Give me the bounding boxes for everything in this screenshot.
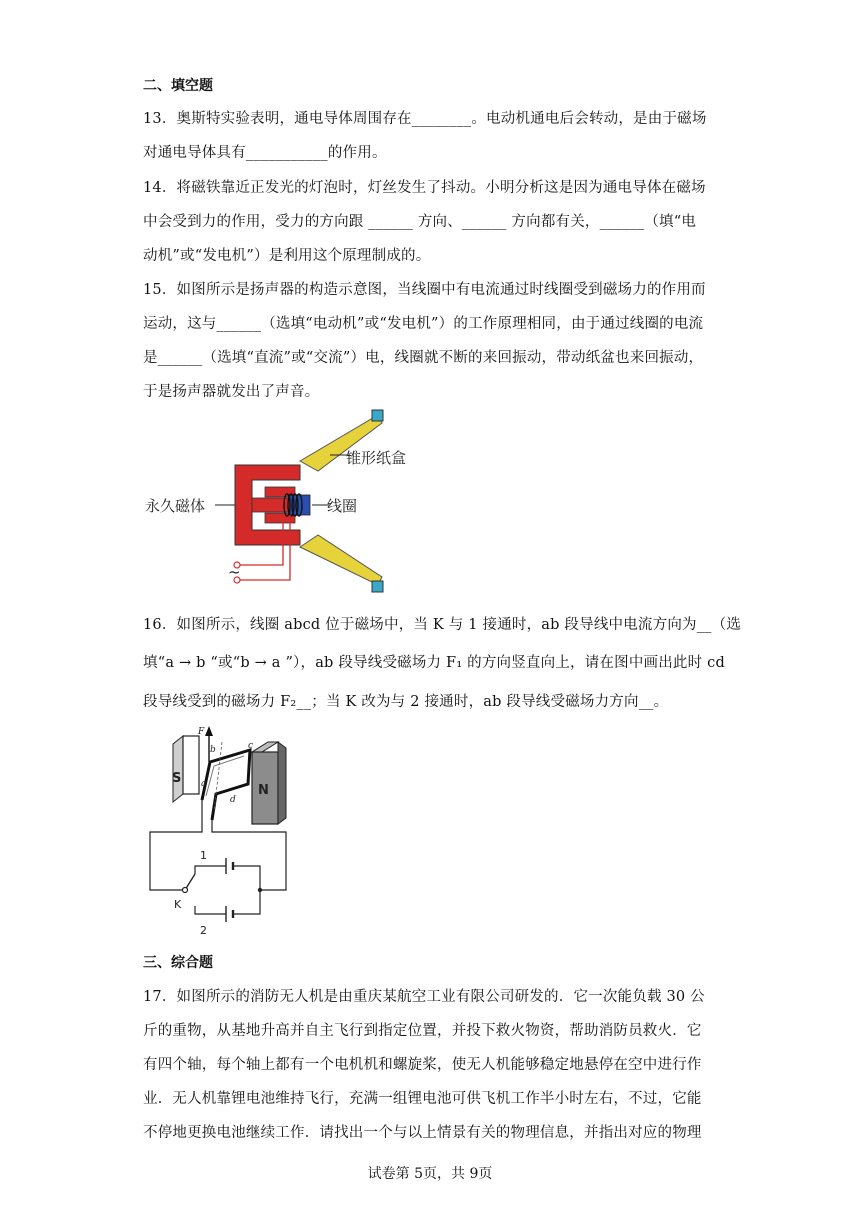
q17-line-3: 有四个轴，每个轴上都有一个电机机和螺旋桨，使无人机能够稳定地悬停在空中进行作 — [143, 1057, 702, 1073]
cone-edge-top — [372, 410, 383, 421]
q17-line-2: 斤的重物，从基地升高并自主飞行到指定位置，并投下救火物资，帮助消防员救火．它 — [143, 1023, 702, 1039]
label-b: b — [210, 745, 216, 755]
branch-1-wire-right — [233, 866, 260, 890]
label-d: d — [230, 795, 236, 805]
loudspeaker-figure — [140, 405, 430, 605]
ac-symbol: ~ — [228, 563, 241, 581]
q15-line-3: 是______（选填“直流”或“交流”）电，线圈就不断的来回振动，带动纸盆也来回振动， — [143, 350, 704, 366]
label-magnet: 永久磁体 — [145, 497, 206, 515]
label-2: 2 — [200, 924, 207, 937]
q14-line-3: 动机”或“发电机”）是利用这个原理制成的。 — [143, 248, 431, 264]
label-f: F — [198, 727, 205, 737]
s-magnet — [183, 736, 199, 794]
label-1: 1 — [200, 849, 207, 862]
label-cone: 锥形纸盒 — [346, 449, 407, 467]
junction-right — [258, 888, 262, 892]
q16-line-3: 段导线受到的磁场力 F₂__；当 K 改为与 2 接通时，ab 段导线受磁场力方向__。 — [143, 694, 669, 710]
branch-2-wire-right — [233, 890, 260, 914]
page-footer: 试卷第 5页，共 9页 — [367, 1166, 493, 1182]
section-heading-fill-in: 二、填空题 — [143, 78, 213, 94]
label-s: S — [172, 771, 182, 786]
coil-circuit-figure — [140, 722, 300, 937]
cone-edge-bottom — [372, 581, 383, 592]
circuit-wire-right — [212, 820, 286, 890]
q14-line-1: 14．将磁铁靠近正发光的灯泡时，灯丝发生了抖动。小明分析这是因为通电导体在磁场 — [143, 180, 706, 196]
q16-line-1: 16．如图所示，线圈 abcd 位于磁场中，当 K 与 1 接通时，ab 段导线中电流方向为__（选 — [143, 617, 742, 633]
force-arrow-head — [205, 726, 213, 736]
q15-line-4: 于是扬声器就发出了声音。 — [143, 384, 320, 400]
q14-line-2: 中会受到力的作用，受力的方向跟 ______ 方向、______ 方向都有关，______（填“电 — [143, 214, 697, 230]
branch-1-wire — [195, 866, 226, 874]
switch-k-pivot — [183, 888, 188, 893]
branch-2-wire — [195, 906, 226, 914]
q13-line-2: 对通电导体具有___________的作用。 — [143, 145, 387, 161]
section-heading-comprehensive: 三、综合题 — [143, 955, 213, 971]
q16-line-2: 填“a → b “或“b → a ”），ab 段导线受磁场力 F₁ 的方向竖直向上，请在图中画出此时 cd — [143, 655, 725, 671]
q17-line-1: 17．如图所示的消防无人机是由重庆某航空工业有限公司研发的．它一次能负载 30 公 — [143, 989, 705, 1005]
n-magnet-side — [252, 742, 278, 752]
q15-line-1: 15．如图所示是扬声器的构造示意图，当线圈中有电流通过时线圈受到磁场力的作用而 — [143, 282, 706, 298]
label-n: N — [258, 783, 269, 798]
label-a: a — [201, 779, 207, 789]
s-magnet-side — [173, 736, 183, 802]
n-magnet-edge — [278, 742, 286, 824]
cone-lower — [300, 535, 382, 585]
q17-line-4: 业．无人机靠锂电池维持飞行，充满一组锂电池可供飞机工作半小时左右，不过，它能 — [143, 1091, 702, 1107]
q17-line-5: 不停地更换电池继续工作．请找出一个与以上情景有关的物理信息，并指出对应的物理 — [143, 1125, 702, 1141]
q15-line-2: 运动，这与______（选填“电动机”或“发电机”）的工作原理相同，由于通过线圈的电流 — [143, 316, 704, 332]
label-coil: 线圈 — [327, 497, 358, 515]
label-k: K — [174, 898, 182, 911]
q13-line-1: 13．奥斯特实验表明，通电导体周围存在________。电动机通电后会转动，是由于磁场 — [143, 111, 707, 127]
label-c: c — [248, 741, 254, 751]
